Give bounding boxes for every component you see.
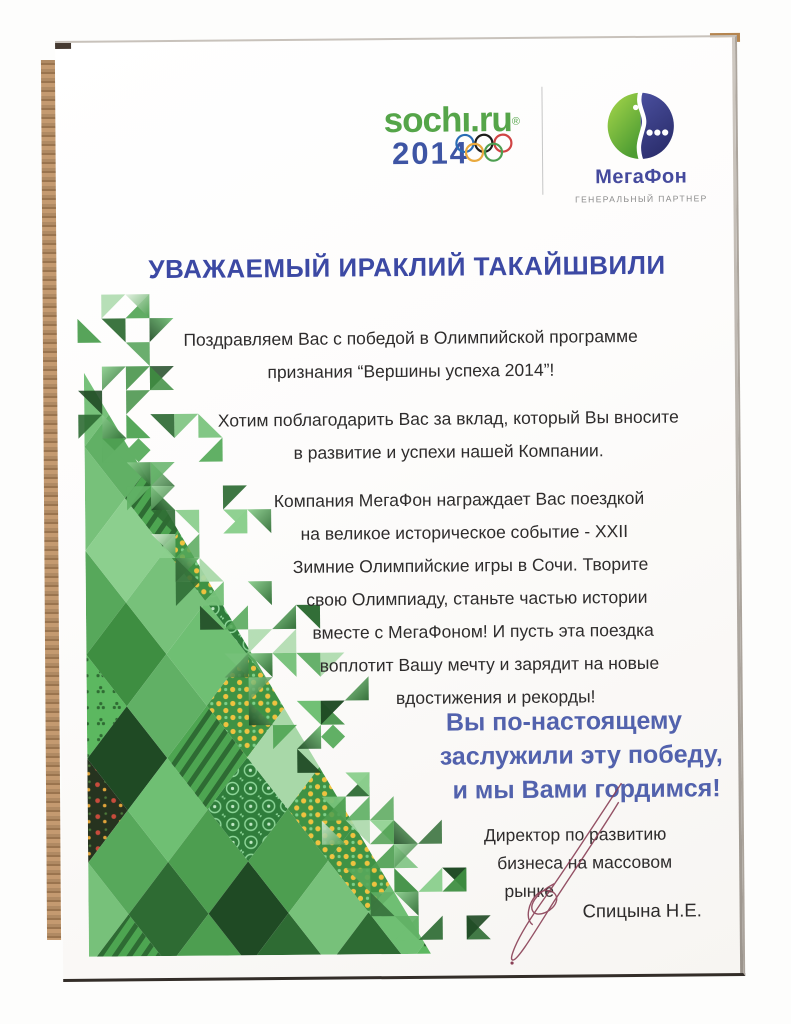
text-line: признания “Вершины успеха 2014”! (267, 359, 555, 383)
letter-paper (55, 35, 745, 982)
letter-salutation: УВАЖАЕМЫЙ ИРАКЛИЙ ТАКАЙШВИЛИ (148, 249, 666, 285)
text-line: воплотит Вашу мечту и зарядит на новые (319, 652, 660, 676)
paragraph-thanks (188, 400, 709, 471)
olympic-rings-icon (454, 132, 520, 167)
registered-mark-icon: ® (511, 115, 521, 128)
megafon-logo-icon (603, 89, 678, 164)
letter-header (355, 82, 716, 215)
text-line: Директор по развитию (483, 823, 667, 846)
paragraph-congratulations (150, 320, 671, 391)
text-line: в развитие и успехи нашей Компании. (293, 440, 604, 463)
sochi-wordmark: sochı.ru (383, 100, 513, 141)
text-line: Хотим поблагодарить Вас за вклад, который Вы вносите (217, 406, 679, 431)
text-line: бизнеса на массовом (497, 851, 673, 874)
text-line: Компания МегаФон награждает Вас поездкой (273, 487, 645, 512)
text-line: Вы по-настоящему (445, 706, 683, 737)
header-divider (541, 87, 543, 195)
megafon-logo-block (565, 82, 716, 204)
sochi-year: 2014 (391, 135, 470, 172)
text-line: вместе с МегаФоном! И пусть эта поездка (312, 619, 654, 643)
text-line: Зимние Олимпийские игры в Сочи. Творите (292, 553, 649, 577)
megafon-partner-label: ГЕНЕРАЛЬНЫЙ ПАРТНЕР (575, 193, 708, 205)
text-line: на великое историческое событие - XXII (300, 521, 629, 544)
text-line: и мы Вами гордимся! (452, 774, 721, 805)
text-line: рынке (504, 880, 555, 902)
paragraph-award (229, 481, 691, 716)
text-line: свою Олимпиаду, станьте частью истории (306, 586, 648, 610)
text-line: вдостижения и рекорды! (395, 686, 596, 709)
signatory-title (484, 819, 745, 905)
signatory-name: Спицына Н.Е. (582, 899, 702, 922)
text-line: Поздравляем Вас с победой в Олимпийской программе (183, 325, 638, 350)
megafon-wordmark: МегаФон (595, 165, 688, 189)
closing-statement (396, 703, 745, 808)
text-line: заслужили эту победу, (439, 740, 723, 771)
